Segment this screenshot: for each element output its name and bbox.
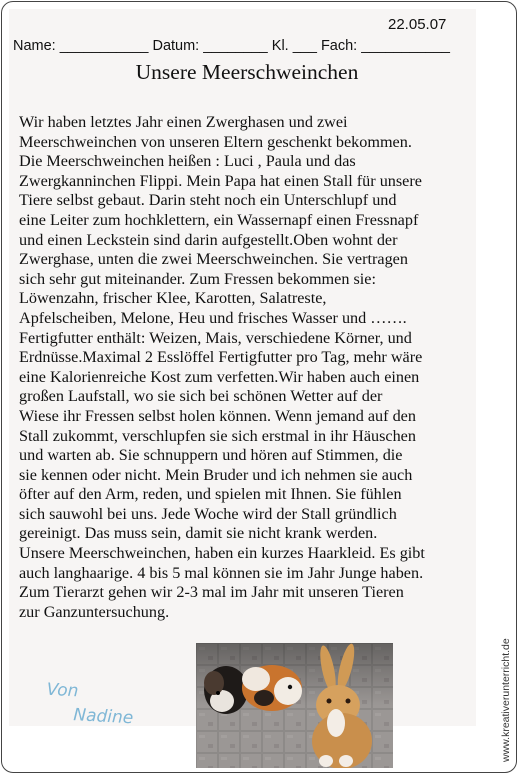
essay-line: Tiere selbst gebaut. Darin steht noch ein Unterschlupf und	[19, 191, 397, 210]
essay-line: Zum Tierarzt gehen wir 2-3 mal im Jahr mit unseren Tieren	[19, 583, 404, 602]
worksheet	[1, 1, 517, 773]
guinea-pig-black	[204, 666, 248, 714]
essay-line: Die Meerschweinchen heißen : Luci , Paula und das	[19, 152, 356, 171]
essay-line: Unsere Meerschweinchen, haben ein kurzes Haarkleid. Es gibt	[19, 544, 425, 563]
handwritten-signature	[45, 678, 135, 731]
essay-line: Fertigfutter enthält: Weizen, Mais, verschiedene Körner, und	[19, 328, 412, 347]
essay-line: und einen Leckstein sind darin aufgestellt.Oben wohnt der	[19, 230, 398, 249]
signature-line-1: Von	[46, 679, 79, 702]
signature-line-2: Nadine	[72, 705, 134, 729]
essay-line: Wiese ihr Fressen selbst holen können. Wenn jemand auf den	[19, 406, 416, 425]
essay-line: sich sauwohl bei uns. Jede Woche wird der Stall gründlich	[19, 504, 397, 523]
animals-photo	[196, 643, 393, 768]
essay-line: auch langhaarige. 4 bis 5 mal können sie im Jahr Junge haben.	[19, 563, 424, 582]
essay-line: Erdnüsse.Maximal 2 Esslöffel Fertigfutter pro Tag, mehr wäre	[19, 348, 423, 367]
essay-line: Apfelscheiben, Melone, Heu und frisches Wasser und …….	[19, 308, 407, 327]
essay-line: und warten ab. Sie schnuppern und hören auf Stimmen, die	[19, 446, 403, 465]
essay-line: Löwenzahn, frischer Klee, Karotten, Salatreste,	[19, 289, 327, 308]
essay-line: sich sehr gut miteinander. Zum Fressen bekommen sie:	[19, 269, 376, 288]
essay-line: eine Leiter zum hochklettern, ein Wassernapf einen Fressnapf	[19, 210, 419, 229]
essay-line: öfter auf den Arm, reden, und spielen mit Ihnen. Sie fühlen	[19, 485, 402, 504]
essay-body	[19, 113, 477, 622]
guinea-pig-tricolor	[242, 665, 302, 711]
essay-line: großen Laufstall, wo sie sich bei schönen Wetter auf der	[19, 387, 383, 406]
essay-line: Zwerghase, unten die zwei Meerschweinchen. Sie vertragen	[19, 250, 408, 269]
essay-line: eine Kalorienreiche Kost zum verfetten.Wir haben auch einen	[19, 367, 420, 386]
essay-line: Wir haben letztes Jahr einen Zwerghasen und zwei	[19, 113, 348, 131]
essay-line: Zwergkanninchen Flippi. Mein Papa hat einen Stall für unsere	[19, 171, 422, 190]
essay-line: Stall zukommt, verschlupfen sie sich erstmal in ihr Häuschen	[19, 426, 416, 445]
essay-line: zur Ganzuntersuchung.	[19, 602, 170, 621]
essay-line: gereinigt. Das muss sein, damit sie nicht krank werden.	[19, 524, 378, 543]
page-title: Unsere Meerschweinchen	[135, 60, 359, 84]
essay-line: sie kennen oder nicht. Mein Bruder und ich nehmen sie auch	[19, 465, 413, 484]
essay-line: Meerschweinchen von unseren Eltern geschenkt bekommen.	[19, 132, 412, 151]
website-watermark: www.kreativerunterricht.de	[500, 638, 512, 762]
date-text: 22.05.07	[388, 16, 447, 33]
form-header-line: Name: ___________ Datum: ________ Kl. ___ Fach: ___________	[13, 38, 450, 54]
